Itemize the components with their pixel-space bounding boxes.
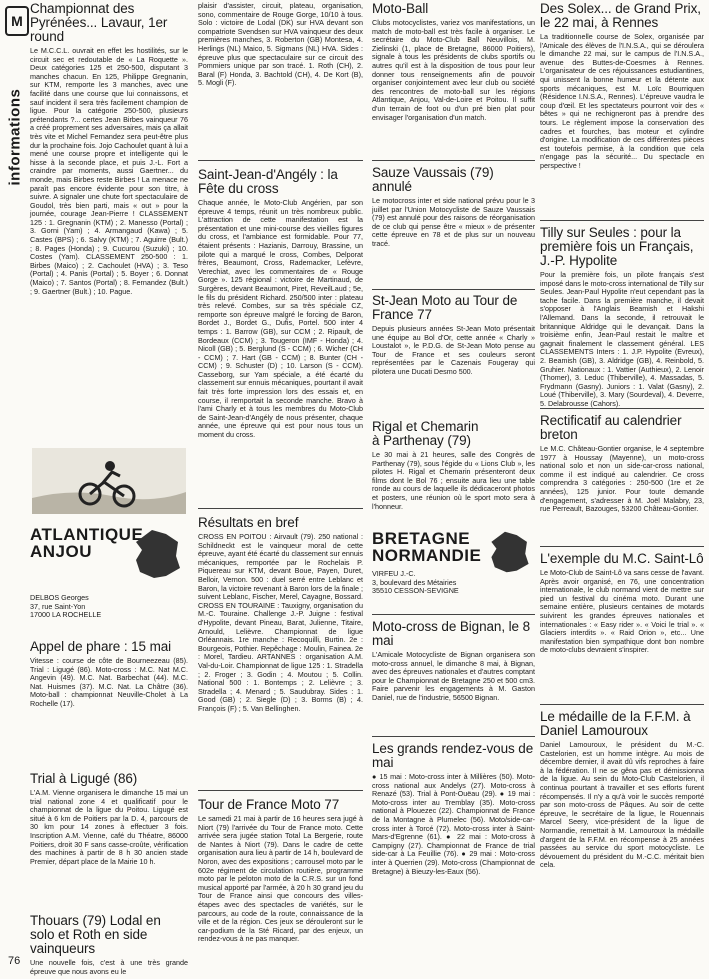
article-lavaur	[30, 2, 188, 440]
article-body: plaisir d'assister, circuit, plateau, organisation, sono, commentaire de Rouge Gorge, 10/10 à tous. Solo : victoire de Lodal (DK) sur HVA devant son compatriote Svendsen sur HVA vainqueur des deux premières manches, 3. Roberton (GB) Montesa, 4. Herlings (NL) Maico, 5. Sigmans (NL) HVA. Sides : épreuve plus que spectaculaire sur ce circuit des Pommiers unique par son tracé. 1. Roth (CH), 2. Baral (F) Honda, 3. Bachtold (CH), 4. De Kort (B), 5. Mogli (F).	[198, 1, 363, 88]
divider	[372, 736, 535, 737]
magazine-logo: M	[5, 6, 29, 36]
article-saint-jean-d-angely	[198, 168, 363, 498]
contact-street: 37, rue Saint-Yon	[30, 601, 86, 611]
article-thouars	[30, 914, 188, 979]
divider	[540, 704, 704, 705]
article-body: ● 15 mai : Moto-cross inter à Millières (50). Moto-cross national aux Andelys (27). Moto-cross à Renazé (53). Trial à Pont-Ouëau (29). ● 19 mai : Moto-cross inter au Tremblay (35). Moto-cross national à Plouezec (22). Championnat de France de la Montagne à Plumelec (56). Moto/side-car-cross inter à Torcé (72). Moto-cross inter à Saint-Mars-d'Egrenne (61). ● 22 mai : Moto-cross à Campigny (27). Championnat de France de trial side-car à La Feuillie (76). ● 29 mai : Moto-cross inter à Querrien (29). Moto-cross (Championnat de Bretagne) à Bieuzy-les-Eaux (56).	[372, 772, 535, 876]
article-thouars-continued	[198, 2, 363, 162]
article-title: Rigal et Chemarin à Parthenay (79)	[372, 419, 479, 448]
article-body: Le M.C. Château-Gontier organise, le 4 septembre 1977 à Houssay (Mayenne), un moto-cross national solo et non un side-car-cross national, comme il est indiqué au calendrier. Ce cross comprendra 3 catégories : 250-500 (1re et 2e années), 125 junior. Pour toute demande d'engagement, s'adresser à M. Joël Malabry, 23, rue Perreault, Bazouges, 53200 Château-Gontier.	[540, 444, 704, 514]
article-solex	[540, 2, 704, 214]
article-body: Clubs motocyclistes, variez vos manifestations, un match de moto-ball est très facile à organiser. Le secrétaire du Moto-Club Ball Neuvillois, M. Zielinski (1, place de Bretagne, 86000 Poitiers), signale à tous les présidents de clubs sportifs ou autres qu'il est à la disposition de tous pour leur donner tous renseignements afin de pouvoir organiser conjointement avec leur club ou société des rencontres de moto-ball sur les régions Atlantique, Anjou, Val-de-Loire et Poitou. Il suffit d'un terrain de foot ou d'un pré bien plat pour envisager l'organisation d'un match.	[372, 18, 535, 122]
motocross-photo	[32, 448, 186, 514]
article-body: Chaque année, le Moto-Club Angérien, par son épreuve 4 temps, réunit un très nombreux public. L'attraction de cette manifestation est la présentation et une mini-course des vieilles figures du cross, et l'ambiance est formidable. Pour 77, étaient présents : Hazianis, Darrouy, Brassine, un pilote qui a marqué le cross, Combes, Delporat frères, Beaumont, Cross, Rademacker, Lefèvre, Verechiat, avec les commentaires de « Rouge Gorge ». 125 régional : victoire de Martinaud, de Surgères, devant Beaumont, Piret, ReveilLaud ; 5e, le fils du président Richard. 250/500 inter : plateau très relevé. Combes, sur sa très spéciale CZ, remporte son épreuve malgré le forcing de Baron, Bordet J., Bordet G., Dufis, Portel. 500 inter 4 temps : 1. Barrow (GB), sur CCM ; 2. Ripault, de Bordeaux (CCM) ; 3. Tougeron (IMF - Honda) ; 4. Nicoll (GB) ; 5. Berglund (S - CCM) ; 6. Wicher (CH - CCM) ; 7. Hart (GB - CCM) ; 8. Bunter (CH - CCM) ; 9. Schuster (D) ; 10. Larson (S - CCM). Casseborg, sur Yam spéciale, a été écarté du classement sur ennuis mécaniques, pourtant il avait fait très forte impression lors des essais et, en course, il remportait la seconde manche. Bravo à l'ami Charly et à tous les membres du Moto-Club de Saint-Jean-d'Angély de nous présenter, chaque année, une épreuve qui est pour nous tous un moment du cross.	[198, 198, 364, 440]
article-title: Rectificatif au calendrier breton	[540, 413, 682, 442]
article-body: La traditionnelle course de Solex, organisée par l'Amicale des élèves de l'I.N.S.A., qui se déroulera le dimanche 22 mai, sur le campus de l'I.N.S.A., avenue des Buttes-de-Coesmes à Rennes. L'organisateur de ces réjouissances estudiantines, qui unissent la bonne humeur et la détente aux sports mécaniques, est M. Loïc Bourriquen (Résidence I.N.S.A., Rennes). L'épreuve vaudra le coup d'œil. Et les spectateurs pourront voir des « bêtes » qui ne rechigneront pas à prendre des tours. Le règlement impose la conservation des cadres et fourches, bas moteur et cylindre d'origine. La modification de ces différentes pièces est toutefois permise, à la condition que cela n'engage pas la sécurité... Du spectacle en perspective !	[540, 32, 704, 170]
divider	[540, 220, 704, 221]
contact-name: VIRFEU J.-C.	[372, 569, 416, 578]
divider	[372, 614, 535, 615]
contact-name: DELBOS Georges	[30, 593, 89, 602]
divider	[540, 408, 704, 409]
article-mc-saint-lo	[540, 552, 704, 692]
column-3	[372, 0, 535, 979]
article-body: Une nouvelle fois, c'est à une très grande épreuve que nous avons eu le	[30, 958, 188, 976]
map-france	[488, 530, 532, 574]
article-rectificatif	[540, 414, 704, 538]
article-title: Appel de phare : 15 mai	[30, 639, 172, 654]
article-appel-de-phare	[30, 640, 188, 770]
article-title: Thouars (79) Lodal en solo et Roth en side vainqueurs	[30, 913, 161, 956]
map-france	[132, 528, 184, 580]
article-body: Daniel Lamouroux, le président du M.-C. Castelorien, est un homme intègre. Au mois de décembre dernier, il avait dû vifs reproches à faire à la fédération. Il ne se gêna pas et démissionna de la ligue. Au sein du Moto-Club Castelorien, il continua pourtant à travailler et ses efforts furent récompensés. Il n'y a qu'à voir le succès remporté par son moto-cross de Pâques. Au soir de cette épreuve, le secrétaire de la ligue, le Rouennais Marcel Seery, vice-président de la ligue de Normandie, remettait à M. Lamouroux la médaille d'argent de la F.F.M. en récompense à 25 années passées au service du sport motocycliste. Le dévouement du président du M.-C.C. méritait bien cela.	[540, 740, 704, 870]
article-title: Le médaille de la F.F.M. à Daniel Lamouroux	[540, 709, 691, 738]
article-title: Des Solex... de Grand Prix, le 22 mai, à Rennes	[540, 1, 701, 30]
article-st-jean-moto	[372, 294, 535, 414]
article-title: Sauze Vaussais (79) annulé	[372, 165, 494, 194]
article-rendez-vous-mai	[372, 742, 535, 979]
divider	[372, 160, 535, 161]
divider	[198, 508, 363, 509]
region-atlantique-anjou	[30, 526, 188, 626]
article-body: Le motocross inter et side national prévu pour le 3 juillet par l'Union Motocycliste de Sauze Vaussais (79) est annulé pour des raisons de réorganisation de ce club qui pense être « mieux » de présenter cette épreuve en 78 et de plus sur un nouveau tracé.	[372, 196, 535, 248]
article-body: Le 30 mai à 21 heures, salle des Congrès de Parthenay (79), sous l'égide du « Lions Club », les pilotes H. Rigal et Chemarin présenteront deux films dont le Bol 76 ; ensuite aura lieu une table ronde au cours de laquelle ils dédicaceront photos et posters, une réunion où le sport moto sera à l'honneur.	[372, 450, 535, 511]
article-resultats-en-bref	[198, 516, 363, 786]
article-title: Résultats en bref	[198, 515, 299, 530]
column-4	[540, 0, 704, 979]
region-bretagne-normandie	[372, 530, 535, 610]
article-medaille-ffm	[540, 710, 704, 979]
article-title: Moto-cross de Bignan, le 8 mai	[372, 619, 530, 648]
article-tour-de-france	[198, 798, 363, 979]
article-body: Le Moto-Club de Saint-Lô va sans cesse de l'avant. Après avoir organisé, en 76, une concentration internationale, le club normand vient de mettre sur pied un festival du cinéma moto. Durant une semaine entière, plusieurs centaines de motards suivirent les grandes épreuves nationales et internationales : « Easy rider ». « Voici le trial ». « Glaciers interdits ». « Raid Orion », etc... Une manifestation bien sympathique dont bon nombre de moto-clubs devraient s'inspirer.	[540, 568, 704, 655]
contact-street: 3, boulevard des Métairies	[372, 577, 457, 587]
contact-city: 17000 LA ROCHELLE	[30, 610, 102, 620]
article-tilly-sur-seules	[540, 225, 704, 408]
article-title: Tour de France Moto 77	[198, 797, 340, 812]
article-title: Trial à Ligugé (86)	[30, 771, 138, 786]
article-title: Saint-Jean-d'Angély : la Fête du cross	[198, 167, 338, 196]
article-sauze-vaussais	[372, 166, 535, 281]
article-moto-ball	[372, 2, 535, 152]
article-rigal-chemarin	[372, 420, 535, 524]
article-title: Tilly sur Seules : pour la première fois un Français, J.-P. Hypolite	[540, 225, 694, 268]
article-body: Vitesse : course de côte de Bourneezeau (85). Trial : Ligugé (86). Moto-cross : M.C. Nat M.C. Angevin (49). M.C. Nat. Barbechat (44). M.C. Nat. Huismes (37). M.C. Nat. La Châtre (36). Moto-ball : championnat Neuville-Cholet à La Rochelle (17).	[30, 656, 188, 708]
article-title: Les grands rendez-vous de mai	[372, 741, 534, 770]
region-banner: BRETAGNE NORMANDIE	[372, 529, 482, 565]
article-title: L'exemple du M.C. Saint-Lô	[540, 551, 704, 566]
section-title: informations	[6, 88, 24, 186]
article-body: Pour la première fois, un pilote français s'est imposé dans le moto-cross international de Tilly sur Seules. Jean-Paul Hypolite n'eut cependant pas la tache facile. Dans la première manche, il devait s'opposer à l'Anglais Beamish et Hakshi l'Allemand. Dans la seconde, il retrouvait le britannique Aldridge qui le devançait. Dans la troisième enfin, Jean-Paul restait le maître et gagnait finalement le classement général. LES CLASSEMENTS Inters : 1. J.P. Hypolite (Evreux), 2. Beamish (GB), 3. Aldridge (GB), 4. Reinbold, 5. Gruhier. Nationaux : 1. Vattier (Authieux), 2. Lenoir (Thomer), 3. Leduc (Thiberville), 4. Massadas, 5. Frydmann (Gasny). Juniors : 1. Valat (Gasny), 2. Loué (Thiberville), 3. Mary (Sourdeval), 4. Deverre, 5. Delabrousse (Cahors).	[540, 270, 704, 408]
article-body: Le samedi 21 mai à partir de 16 heures sera jugé à Niort (79) l'arrivée du Tour de France moto. Cette arrivée sera jugée station Total La Bergerie, route de Nantes à Niort (79). Dans le cadre de cette organisation aura lieu à partir de 14 h, boulevard de Noron, avec des expositions ; carrousel moto par le 602e régiment de circulation routière, programme moto par le peloton moto de la C.R.S. sur un fond musical apporté par l'armée, à 20 h 30 grand jeu du Tour de France ainsi que concours des villes-étapes avec des spectacles de variétés, sur le parcours, au code de la route, connaissance de la ville et de la région. Ces jeux se dérouleront sur le car-podium de la Sté Ricard, par des enjeux, un rendez-vous à ne pas manquer.	[198, 814, 363, 944]
article-title: Championnat des Pyrénées... Lavaur, 1er round	[30, 1, 168, 44]
divider	[540, 546, 704, 547]
column-2	[198, 0, 363, 979]
article-body: L'A.M. Vienne organisera le dimanche 15 mai un trial national zone 4 et qualificatif pour le championnat de la ligue du Poitou. Ligugé est situé à 6 km de Poitiers par la D. 4, parcours de 30 km pour 14 zones à effectuer 3 fois. Inscription A.M. Vienne, café du Théatre, 86000 Poitiers, droit 30 F sans casse-croûte, vérification des machines à partir de 8 h 30 ancien stade Premier, départ place de la Mairie 10 h.	[30, 788, 188, 866]
article-title: St-Jean Moto au Tour de France 77	[372, 293, 518, 322]
article-title: Moto-Ball	[372, 1, 429, 16]
divider	[372, 289, 535, 290]
article-body: Depuis plusieurs années St-Jean Moto présentait une équipe au Bol d'Or, cette année « Charly » Loustalot », le P.D.G. de St-Jean Moto pense au Tour de France et ses couleurs seront représentées par le Cazenais Fougeray qui pilotera une Ducati Desmo 500.	[372, 324, 535, 376]
article-bignan	[372, 620, 535, 730]
divider	[198, 160, 363, 161]
article-body: L'Amicale Motocycliste de Bignan organisera son moto-cross annuel, le dimanche 8 mai, à Bignan, avec des épreuves nationales et d'autres comptant pour le Championnat de Bretagne 250 et 500 cm3. Faire parvenir les engagements à M. Gaston Daniel, rue de l'industrie, 56500 Bignan.	[372, 650, 535, 702]
contact-city: 35510 CESSON-SEVIGNE	[372, 586, 459, 596]
article-body: CROSS EN POITOU : Airvault (79). 250 national : Schildneckt est le vainqueur moral de cette épreuve, ayant été écarté du classement sur ennuis mécaniques, remportée par le Rochelais P. Piquereau sur KTM, devant Boue, Payen, Duret, Belloir, Vernon. 500 : duel serré entre Leblanc et Baron, la victoire revenant à Baron lors de la finale ; suivent Leblanc, Fischer, Merel, Cayagne, Bossard. CROSS EN TOURAINE : Tauxigny, organisation du M.-C. Touraine. Challenge J.-P. Juigne : festival d'Hypolite, devant Pineau, Barat, Julienne, Titaire, Arnould, Lelièvre. Championnat de ligue Orléannais. 1re manche : Recoquilli, Burtin. 2e : Bourgeois, Pothier. Repêchage : Moulin, Fainea. 2e : Morel, Tardieu. ARTANNES : organisation A.M. Val-du-Loir. Championnat de ligue 125 : 1. Stradella ; 2. Froger ; 3. Godin ; 4. Moutou ; 5. Collin. National 500 : 1. Bontemps ; 2. Lelièvre ; 3. Stradella ; 4. Menard ; 5. Saudubray. Sides : 1. Good (GB) ; 2. Siegle (D) ; 3. Borms (B) ; 4. François (F) ; 5. Van Bellinghen.	[198, 532, 364, 713]
region-banner: ATLANTIQUE ANJOU	[30, 525, 144, 561]
sidebar	[2, 2, 28, 977]
article-trial-liguge	[30, 772, 188, 912]
divider	[198, 790, 363, 791]
page-number: 76	[8, 955, 21, 967]
article-body: Le M.C.C.L. ouvrait en effet les hostilités, sur le circuit sec et redoutable de « La Roquette ». Deux catégories 125 et 250-500, disputant 3 manches chacun. En 125, Philippe Gregnanin, sur KTM, remporte les 3 manches, avec une facilité dans une course que lui connaissons, et sauf incident il sera très facilement champion de ligue. Pour la catégorie 250-500, plusieurs prétendants ?... certes Jean Birbes vainqueur 76 a créé proprement ses adversaires, mais ça allait très vite et Michel Fernandez sera peut-être plus dur la prochaine fois. Jojo Cachoulet quant à lui a mené une course propre et intelligente qui le hisse à la seconde place, et puis J.-L. Fort a craindre par moments, aussi Gaertner... du monde, mais Birbes reste Birbes ! La menace ne paraît pas encore évidente pour son titre, à suivre. A signaler une chute fort spectaculaire de Goudol, très bien parti, mais « out » pour la journée, courage Jean-Pierre ! CLASSEMENT 125 : 1. Gregnanin (KTM) ; 2. Manesso (Portal) ; 3. Gorni (Yam) ; 4. Armangaud (Kawa) ; 5. Castes (BPS) ; 6. Salvy (KTM) ; 7. Aguirre (Bult.) ; 8. Pages (Honda) ; 9. Cucurou (Suzuki) ; 10. Costes (Yam). CLASSEMENT 250-500 : 1. Birbes (Maico) ; 2. Cachoulet (HVA) ; 3. Teso (Portal) ; 4. Panis (Portal) ; 5. Boyer ; 6. Donnat (Maico) ; 7. Santos (Portal) ; 8. Fernandez (Bult.) ; 9. Gaertner (Bult.) ; 10. Pague.	[30, 46, 188, 296]
column-1	[30, 0, 188, 979]
